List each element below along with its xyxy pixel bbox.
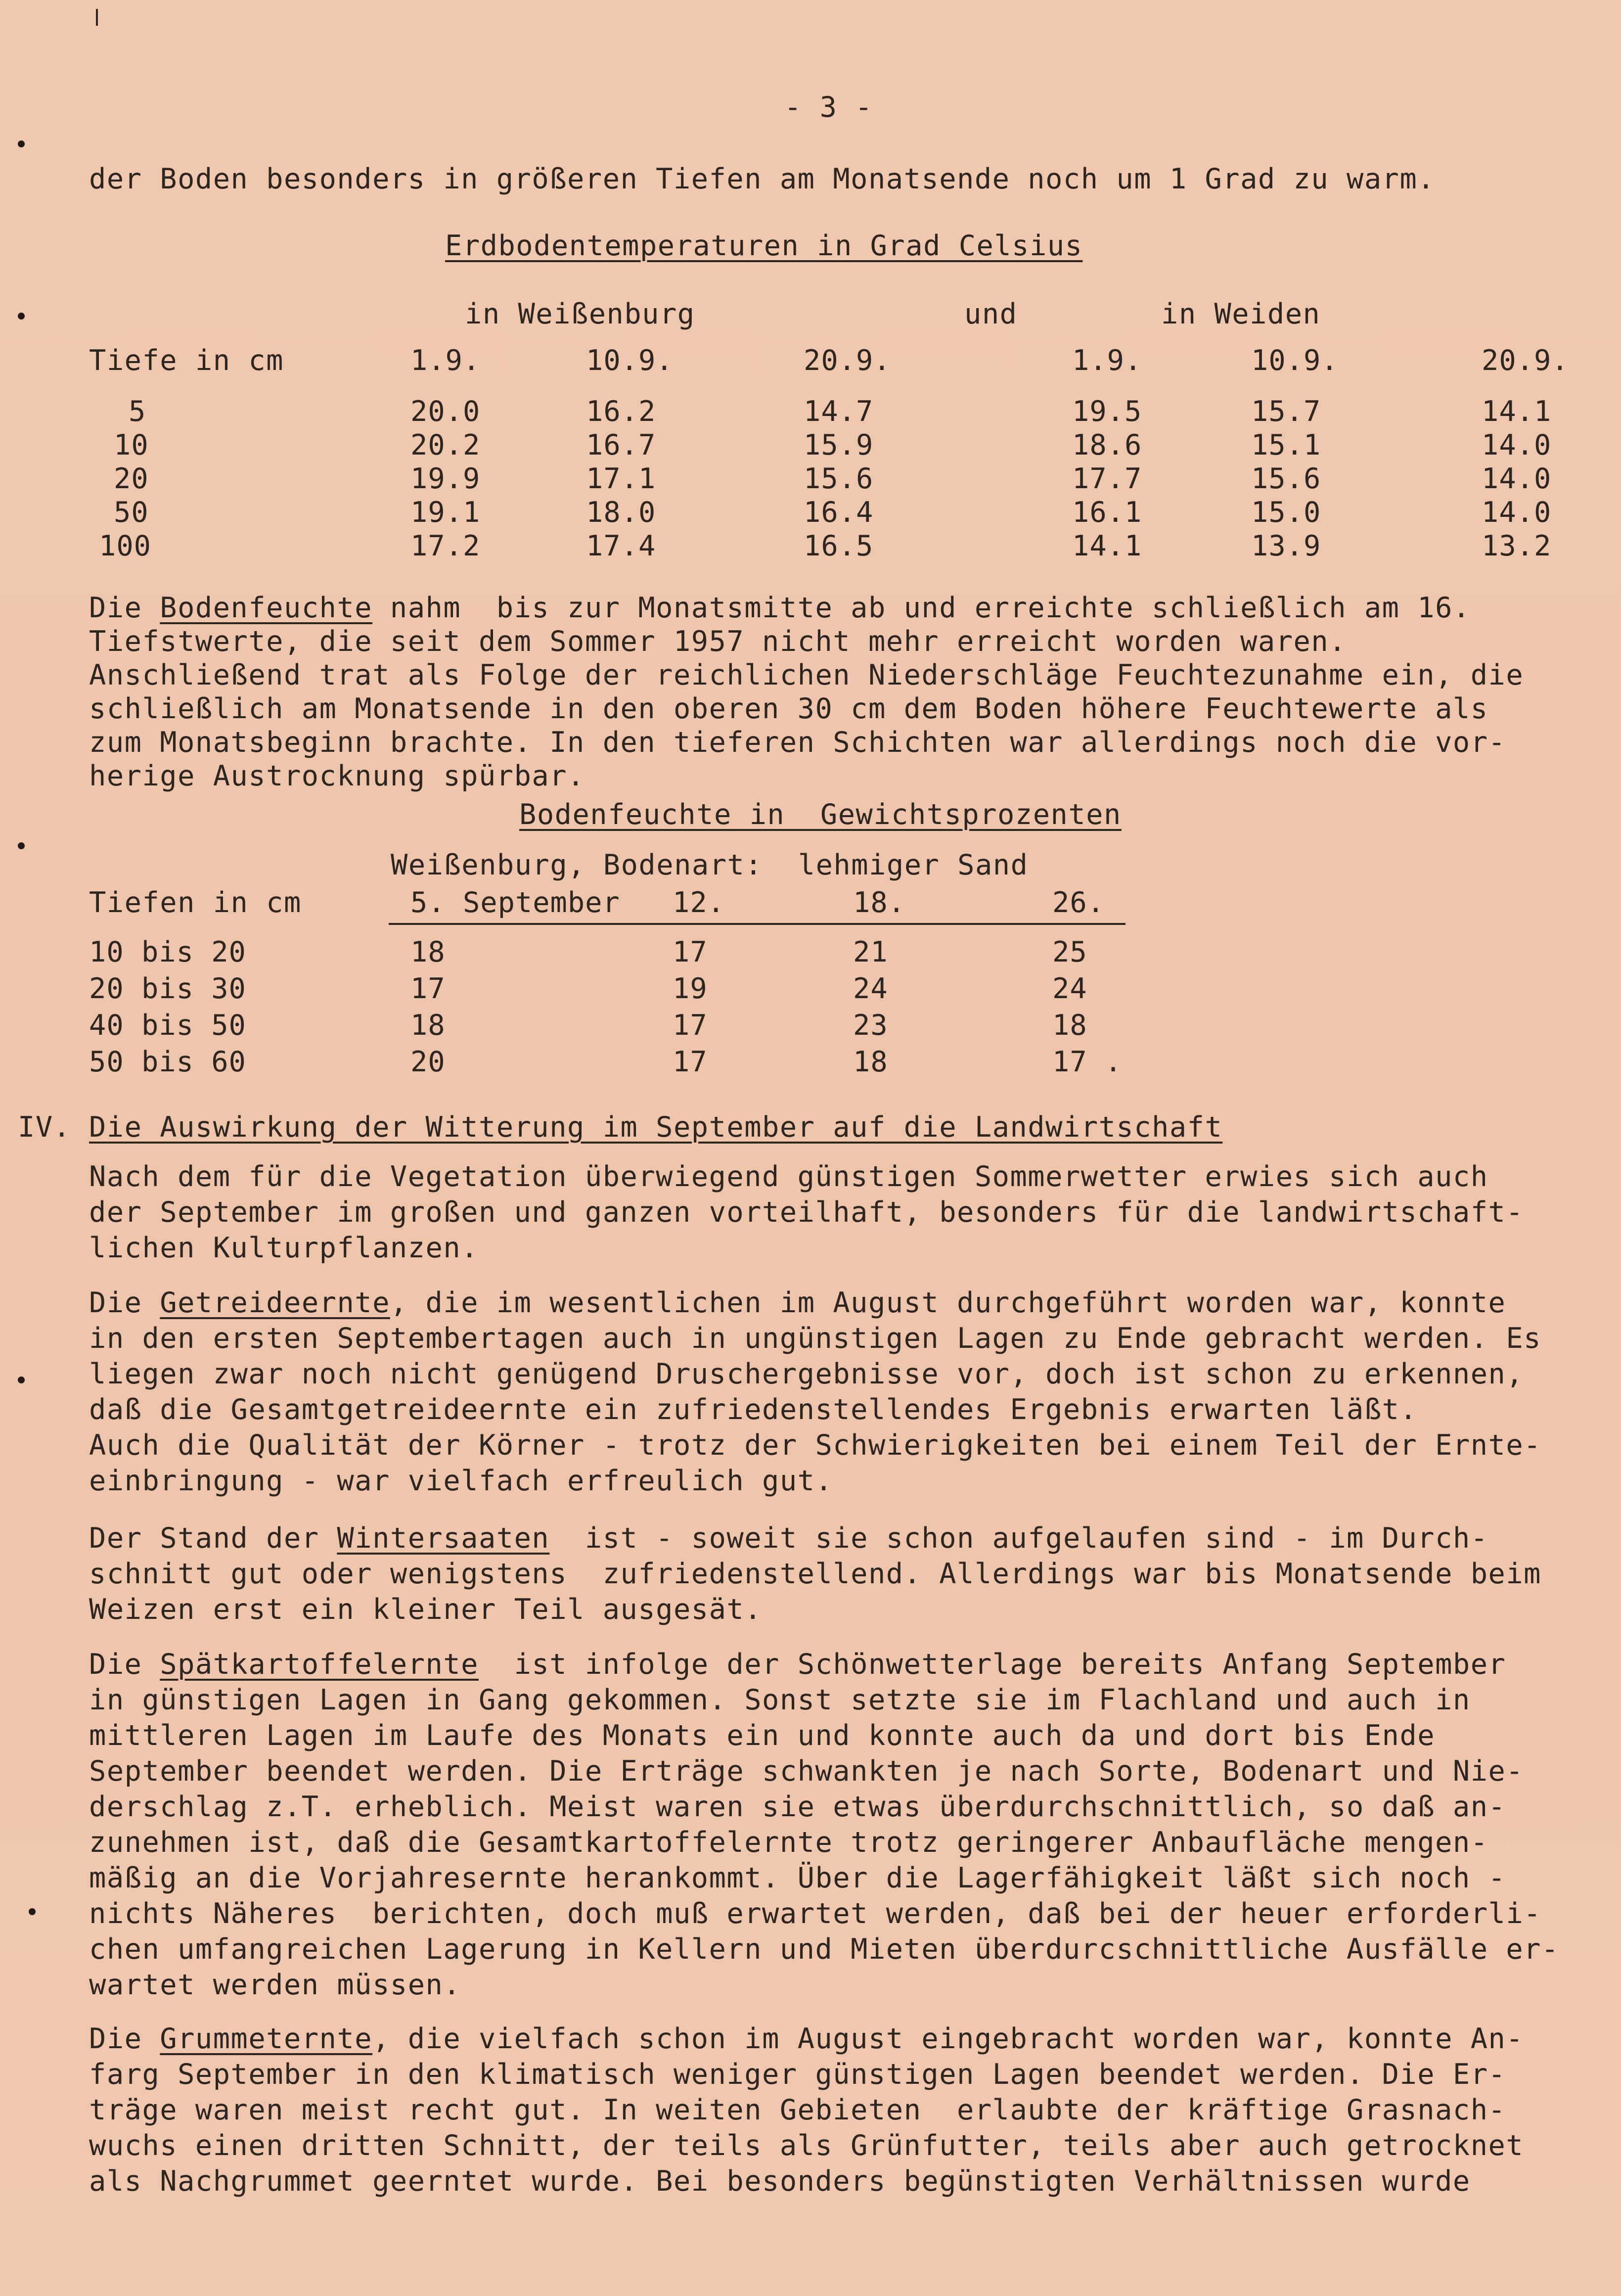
paragraph-line: Die Grummeternte, die vielfach schon im August eingebracht worden war, konnte An- bbox=[89, 2022, 1524, 2055]
paragraph-line: nichts Näheres berichten, doch muß erwartet werden, daß bei der heuer erforderli- bbox=[89, 1897, 1541, 1930]
paragraph-line: zum Monatsbeginn brachte. In den tieferen Schichten war allerdings noch die vor- bbox=[89, 726, 1506, 759]
margin-mark bbox=[96, 9, 98, 26]
paragraph-line: Auch die Qualität der Körner - trotz der Schwierigkeiten bei einem Teil der Ernte- bbox=[89, 1429, 1541, 1462]
soil-temp-value: 16.7 bbox=[586, 429, 656, 461]
paragraph-line: als Nachgrummet geerntet wurde. Bei besonders begünstigten Verhältnissen wurde bbox=[89, 2165, 1471, 2198]
moisture-depth: 10 bis 20 bbox=[89, 936, 246, 968]
paragraph-line: Die Spätkartoffelernte ist infolge der Schönwetterlage bereits Anfang September bbox=[89, 1648, 1506, 1681]
soil-temp-value: 19.9 bbox=[410, 462, 481, 495]
soil-temp-value: 13.9 bbox=[1251, 530, 1321, 562]
soil-temp-value: 17.2 bbox=[410, 530, 481, 562]
soil-temp-value: 15.7 bbox=[1251, 395, 1321, 428]
soil-temp-value: 16.5 bbox=[804, 530, 874, 562]
moisture-value: 17 bbox=[673, 936, 708, 968]
moisture-depth: 40 bis 50 bbox=[89, 1009, 246, 1042]
soil-temp-depth: 5 bbox=[129, 395, 146, 428]
paragraph-line: mäßig an die Vorjahresernte herankommt. Über die Lagerfähigkeit läßt sich noch - bbox=[89, 1862, 1506, 1894]
soil-temp-location-1: in Weißenburg bbox=[465, 298, 695, 330]
moisture-date: 18. bbox=[853, 886, 905, 919]
soil-temp-value: 14.0 bbox=[1482, 429, 1552, 461]
keyword-underlined: Bodenfeuchte bbox=[160, 592, 373, 624]
soil-temp-value: 15.6 bbox=[804, 462, 874, 495]
soil-temp-value: 13.2 bbox=[1482, 530, 1552, 562]
paragraph-line: lichen Kulturpflanzen. bbox=[89, 1232, 479, 1264]
paragraph-line: einbringung - war vielfach erfreulich gut. bbox=[89, 1465, 833, 1497]
keyword-underlined: Spätkartoffelernte bbox=[160, 1648, 479, 1681]
paragraph-line: Weizen erst ein kleiner Teil ausgesät. bbox=[89, 1593, 763, 1626]
soil-temp-title: Erdbodentemperaturen in Grad Celsius bbox=[445, 230, 1083, 262]
soil-temp-value: 14.0 bbox=[1482, 496, 1552, 529]
moisture-value: 24 bbox=[853, 972, 888, 1005]
moisture-date: 12. bbox=[673, 886, 725, 919]
soil-temp-value: 14.1 bbox=[1482, 395, 1552, 428]
soil-temp-date: 20.9. bbox=[1482, 344, 1569, 377]
punch-hole bbox=[18, 842, 25, 849]
paragraph-line: in den ersten Septembertagen auch in ungünstigen Lagen zu Ende gebracht werden. Es bbox=[89, 1322, 1541, 1355]
soil-temp-value: 15.1 bbox=[1251, 429, 1321, 461]
moisture-value: 17 . bbox=[1052, 1046, 1123, 1078]
moisture-value: 18 bbox=[410, 936, 446, 968]
soil-temp-value: 16.2 bbox=[586, 395, 656, 428]
soil-temp-depth: 100 bbox=[99, 530, 151, 562]
soil-temp-date: 10.9. bbox=[1251, 344, 1339, 377]
paragraph-line: chen umfangreichen Lagerung in Kellern und Mieten überdurcschnittliche Ausfälle er- bbox=[89, 1933, 1559, 1966]
moisture-value: 23 bbox=[853, 1009, 888, 1042]
soil-temp-value: 16.4 bbox=[804, 496, 874, 529]
intro-line: der Boden besonders in größeren Tiefen am Monatsende noch um 1 Grad zu warm. bbox=[89, 163, 1436, 195]
moisture-value: 25 bbox=[1052, 936, 1087, 968]
moisture-depth: 20 bis 30 bbox=[89, 972, 246, 1005]
moisture-date: 5. September bbox=[410, 886, 620, 919]
paragraph-line: farg September in den klimatisch weniger günstigen Lagen beendet werden. Die Er- bbox=[89, 2058, 1506, 2091]
soil-temp-value: 14.0 bbox=[1482, 462, 1552, 495]
soil-temp-value: 15.0 bbox=[1251, 496, 1321, 529]
soil-temp-value: 16.1 bbox=[1072, 496, 1142, 529]
paragraph-line: zunehmen ist, daß die Gesamtkartoffelernte trotz geringerer Anbaufläche mengen- bbox=[89, 1826, 1488, 1859]
soil-temp-col-label: Tiefe in cm bbox=[89, 344, 284, 377]
moisture-value: 18 bbox=[1052, 1009, 1087, 1042]
soil-temp-value: 19.5 bbox=[1072, 395, 1142, 428]
punch-hole bbox=[18, 140, 25, 147]
punch-hole bbox=[18, 1377, 25, 1383]
keyword-underlined: Getreideernte bbox=[160, 1286, 390, 1319]
moisture-value: 17 bbox=[410, 972, 446, 1005]
paragraph-line: Die Bodenfeuchte nahm bis zur Monatsmitte ab und erreichte schließlich am 16. bbox=[89, 592, 1471, 624]
moisture-value: 17 bbox=[673, 1009, 708, 1042]
paragraph-line: wartet werden müssen. bbox=[89, 1969, 461, 2001]
moisture-date: 26. bbox=[1052, 886, 1105, 919]
keyword-underlined: Grummeternte bbox=[160, 2022, 373, 2055]
moisture-value: 21 bbox=[853, 936, 888, 968]
moisture-value: 17 bbox=[673, 1046, 708, 1078]
soil-temp-value: 14.7 bbox=[804, 395, 874, 428]
section-numeral: IV. bbox=[18, 1111, 71, 1144]
soil-temp-value: 18.0 bbox=[586, 496, 656, 529]
soil-temp-conjunction: und bbox=[964, 298, 1018, 330]
soil-temp-value: 20.2 bbox=[410, 429, 481, 461]
soil-temp-value: 20.0 bbox=[410, 395, 481, 428]
soil-temp-date: 1.9. bbox=[1072, 344, 1142, 377]
soil-temp-date: 10.9. bbox=[586, 344, 674, 377]
moisture-value: 18 bbox=[410, 1009, 446, 1042]
soil-temp-value: 15.6 bbox=[1251, 462, 1321, 495]
moisture-depth: 50 bis 60 bbox=[89, 1046, 246, 1078]
soil-temp-value: 18.6 bbox=[1072, 429, 1142, 461]
soil-temp-date: 1.9. bbox=[410, 344, 481, 377]
soil-temp-depth: 20 bbox=[114, 462, 149, 495]
paragraph-line: wuchs einen dritten Schnitt, der teils als Grünfutter, teils aber auch getrocknet bbox=[89, 2129, 1524, 2162]
moisture-col-label: Tiefen in cm bbox=[89, 886, 302, 919]
paragraph-line: schließlich am Monatsende in den oberen 30 cm dem Boden höhere Feuchtewerte als bbox=[89, 692, 1488, 725]
punch-hole bbox=[29, 1908, 36, 1915]
soil-temp-depth: 10 bbox=[114, 429, 149, 461]
paragraph-line: mittleren Lagen im Laufe des Monats ein und konnte auch da und dort bis Ende bbox=[89, 1719, 1436, 1752]
paragraph-line: September beendet werden. Die Erträge schwankten je nach Sorte, Bodenart und Nie- bbox=[89, 1755, 1524, 1788]
soil-temp-depth: 50 bbox=[114, 496, 149, 529]
paragraph-line: in günstigen Lagen in Gang gekommen. Sonst setzte sie im Flachland und auch in bbox=[89, 1684, 1471, 1716]
paragraph-line: Der Stand der Wintersaaten ist - soweit sie schon aufgelaufen sind - im Durch- bbox=[89, 1522, 1488, 1555]
moisture-value: 24 bbox=[1052, 972, 1087, 1005]
moisture-station: Weißenburg, Bodenart: lehmiger Sand bbox=[391, 849, 1029, 881]
keyword-underlined: Wintersaaten bbox=[337, 1522, 550, 1555]
soil-temp-value: 14.1 bbox=[1072, 530, 1142, 562]
paragraph-line: liegen zwar noch nicht genügend Druschergebnisse vor, doch ist schon zu erkennen, bbox=[89, 1358, 1524, 1390]
moisture-value: 18 bbox=[853, 1046, 888, 1078]
soil-temp-value: 17.1 bbox=[586, 462, 656, 495]
paragraph-line: herige Austrocknung spürbar. bbox=[89, 760, 585, 792]
paragraph-line: Die Getreideernte, die im wesentlichen im August durchgeführt worden war, konnte bbox=[89, 1286, 1506, 1319]
soil-temp-value: 17.4 bbox=[586, 530, 656, 562]
moisture-title: Bodenfeuchte in Gewichtsprozenten bbox=[519, 798, 1122, 831]
page-number: - 3 - bbox=[784, 91, 873, 124]
soil-temp-value: 15.9 bbox=[804, 429, 874, 461]
paragraph-line: der September im großen und ganzen vorteilhaft, besonders für die landwirtschaft- bbox=[89, 1196, 1524, 1229]
moisture-value: 19 bbox=[673, 972, 708, 1005]
soil-temp-location-2: in Weiden bbox=[1161, 298, 1321, 330]
soil-temp-value: 19.1 bbox=[410, 496, 481, 529]
moisture-header-rule bbox=[389, 923, 1126, 925]
paragraph-line: Nach dem für die Vegetation überwiegend günstigen Sommerwetter erwies sich auch bbox=[89, 1160, 1488, 1193]
section-heading: Die Auswirkung der Witterung im September auf die Landwirtschaft bbox=[89, 1111, 1223, 1144]
punch-hole bbox=[18, 313, 25, 320]
paragraph-line: schnitt gut oder wenigstens zufriedenstellend. Allerdings war bis Monatsende beim bbox=[89, 1558, 1541, 1590]
paragraph-line: Tiefstwerte, die seit dem Sommer 1957 nicht mehr erreicht worden waren. bbox=[89, 625, 1347, 658]
paragraph-line: derschlag z.T. erheblich. Meist waren sie etwas überdurchschnittlich, so daß an- bbox=[89, 1791, 1506, 1823]
soil-temp-date: 20.9. bbox=[804, 344, 891, 377]
paragraph-line: träge waren meist recht gut. In weiten Gebieten erlaubte der kräftige Grasnach- bbox=[89, 2094, 1506, 2126]
paragraph-line: Anschließend trat als Folge der reichlichen Niederschläge Feuchtezunahme ein, die bbox=[89, 659, 1524, 691]
paragraph-line: daß die Gesamtgetreideernte ein zufriedenstellendes Ergebnis erwarten läßt. bbox=[89, 1393, 1418, 1426]
soil-temp-value: 17.7 bbox=[1072, 462, 1142, 495]
moisture-value: 20 bbox=[410, 1046, 446, 1078]
